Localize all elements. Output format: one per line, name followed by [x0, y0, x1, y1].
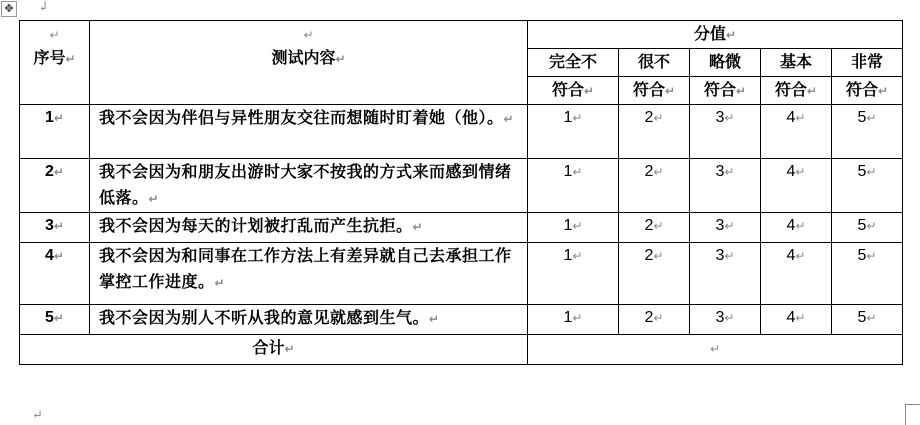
- paragraph-mark: ↵: [32, 408, 43, 423]
- total-label-cell: [20, 335, 528, 365]
- total-label: 合计: [252, 338, 285, 357]
- option-header-3-line2: [690, 77, 761, 105]
- option-header-1-line2: [528, 77, 619, 105]
- score-cell: 5↵: [832, 243, 903, 305]
- score-cell: 4↵: [761, 105, 832, 159]
- option-line2: 符合: [774, 80, 807, 99]
- total-row: [20, 335, 903, 365]
- option-line2: 符合: [632, 80, 665, 99]
- score-cell: 2↵: [619, 213, 690, 243]
- total-value-cell[interactable]: [528, 335, 903, 365]
- score-cell: 4↵: [761, 213, 832, 243]
- page-corner-mark: [905, 404, 920, 425]
- row-number: 4↵: [20, 243, 90, 305]
- score-cell: 3↵: [690, 305, 761, 335]
- paragraph-mark: ↵: [284, 342, 295, 356]
- index-header: 序号: [33, 48, 66, 67]
- paragraph-mark: ↵: [303, 28, 314, 42]
- row-content: 我不会因为每天的计划被打乱而产生抗拒。↵: [90, 213, 528, 243]
- content-header: 测试内容: [271, 48, 336, 67]
- score-cell: 1↵: [528, 105, 619, 159]
- paragraph-mark: ↵: [725, 28, 737, 42]
- score-cell: 3↵: [690, 159, 761, 213]
- score-cell: 1↵: [528, 213, 619, 243]
- score-cell: 2↵: [619, 243, 690, 305]
- paragraph-mark: ↵: [65, 52, 76, 66]
- score-cell: 3↵: [690, 243, 761, 305]
- paragraph-mark: ↵: [49, 28, 60, 42]
- header-row-top: [20, 21, 903, 49]
- table-row: [20, 159, 903, 213]
- option-line1: 略微: [708, 52, 741, 71]
- score-cell: 1↵: [528, 159, 619, 213]
- table-row: [20, 243, 903, 305]
- option-header-1: [528, 49, 619, 77]
- option-line2: 符合: [703, 80, 736, 99]
- paragraph-mark: ↵: [709, 342, 721, 356]
- option-header-3: [690, 49, 761, 77]
- table-move-handle-icon[interactable]: ✥: [1, 1, 17, 17]
- table-row: [20, 213, 903, 243]
- score-cell: 1↵: [528, 305, 619, 335]
- row-number: 2↵: [20, 159, 90, 213]
- option-header-5: [832, 49, 903, 77]
- paragraph-mark: ↲: [38, 0, 49, 15]
- score-cell: 4↵: [761, 305, 832, 335]
- content-header-cell: [90, 21, 528, 105]
- row-number: 1↵: [20, 105, 90, 159]
- row-number: 3↵: [20, 213, 90, 243]
- option-line1: 非常: [850, 52, 883, 71]
- option-line1: 完全不: [548, 52, 597, 71]
- option-line2: 符合: [551, 80, 584, 99]
- score-cell: 2↵: [619, 305, 690, 335]
- score-cell: 5↵: [832, 213, 903, 243]
- survey-table: [19, 20, 903, 365]
- paragraph-mark: ↵: [735, 84, 747, 98]
- score-cell: 4↵: [761, 243, 832, 305]
- paragraph-mark: ↵: [583, 84, 595, 98]
- option-header-4-line2: [761, 77, 832, 105]
- row-number: 5↵: [20, 305, 90, 335]
- option-line2: 符合: [845, 80, 878, 99]
- row-content: 我不会因为别人不听从我的意见就感到生气。↵: [90, 305, 528, 335]
- score-cell: 2↵: [619, 105, 690, 159]
- option-line1: 很不: [637, 52, 670, 71]
- option-header-2-line2: [619, 77, 690, 105]
- row-content: 我不会因为和同事在工作方法上有差异就自己去承担工作掌控工作进度。↵: [90, 243, 528, 305]
- paragraph-mark: ↵: [877, 84, 889, 98]
- score-cell: 5↵: [832, 159, 903, 213]
- table-row: [20, 105, 903, 159]
- option-line1: 基本: [779, 52, 812, 71]
- paragraph-mark: ↵: [806, 84, 818, 98]
- paragraph-mark: ↵: [335, 52, 346, 66]
- paragraph-mark: ↵: [664, 84, 676, 98]
- row-content: 我不会因为伴侣与异性朋友交往而想随时盯着她（他）。↵: [90, 105, 528, 159]
- table-row: [20, 305, 903, 335]
- score-cell: 5↵: [832, 105, 903, 159]
- option-header-4: [761, 49, 832, 77]
- score-cell: 1↵: [528, 243, 619, 305]
- option-header-2: [619, 49, 690, 77]
- score-cell: 3↵: [690, 105, 761, 159]
- score-cell: 5↵: [832, 305, 903, 335]
- row-content: 我不会因为和朋友出游时大家不按我的方式来而感到情绪低落。↵: [90, 159, 528, 213]
- score-group-header: [528, 21, 903, 49]
- option-header-5-line2: [832, 77, 903, 105]
- score-cell: 4↵: [761, 159, 832, 213]
- score-cell: 3↵: [690, 213, 761, 243]
- score-cell: 2↵: [619, 159, 690, 213]
- score-group-label: 分值: [693, 24, 726, 43]
- index-header-cell: [20, 21, 90, 105]
